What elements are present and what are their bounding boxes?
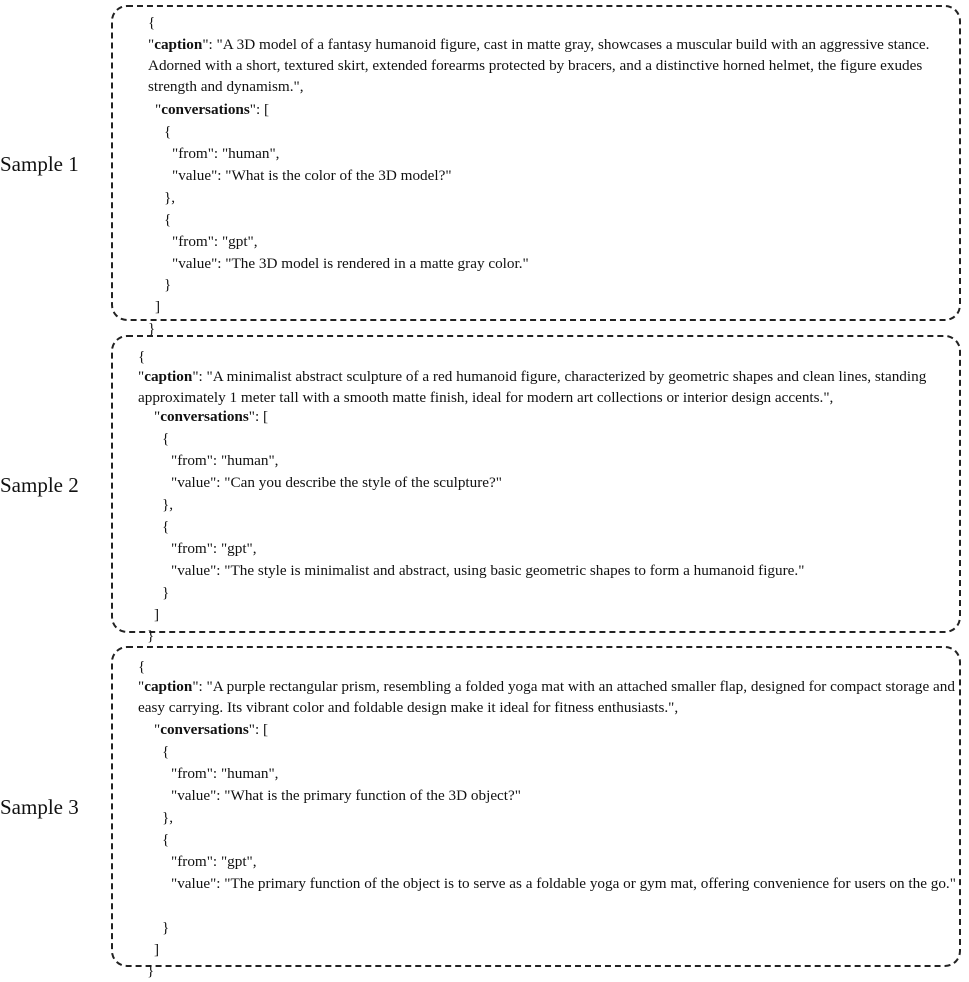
sample-1-json [148,13,968,337]
conversations-entry: "conversations": [ [154,408,269,425]
turn-from: "from": "human", [172,145,280,162]
conversations-close: ] [155,298,161,315]
sample-1 [0,0,969,337]
turn-close-brace: } [164,276,172,293]
caption-value: "A 3D model of a fantasy humanoid figure, cast in matte gray, showcases a muscular build with an aggressive stance. Adorned with a short, textured skirt, extended forearms protected by bracers, and a distinctive horned helmet, the figure exudes strength and dynamism.", [148,36,930,95]
turn-open-brace: { [162,430,170,447]
json-close-brace: } [148,320,156,337]
turn-from: "from": "gpt", [172,233,258,250]
turn-value: "value": "What is the primary function of the 3D object?" [171,787,521,804]
sample-3-json [138,657,963,979]
sample-3-label: Sample 3 [0,795,79,819]
caption-value: "A purple rectangular prism, resembling a folded yoga mat with an attached smaller flap, designed for compact storage and easy carrying. Its vibrant color and foldable design make it ideal for fitness enthusiasts.", [138,678,955,716]
caption-entry: "caption": "A purple rectangular prism, resembling a folded yoga mat with an attached smaller flap, designed for compact storage and easy carrying. Its vibrant color and foldable design make it ideal for fitness enthusiasts.", [138,678,955,716]
conversations-entry: "conversations": [ [155,101,270,118]
turn-from: "from": "gpt", [171,853,257,870]
conversations-key: conversations [160,408,249,425]
turn-from: "from": "gpt", [171,540,257,557]
turn-value: "value": "The primary function of the object is to serve as a foldable yoga or gym mat, offering convenience for users on the go." [171,875,956,892]
sample-3 [0,640,969,979]
sample-2-json [138,347,963,659]
turn-close-brace: }, [162,496,174,513]
turn-open-brace: { [162,743,170,760]
turn-close-brace: }, [162,809,174,826]
turn-value: "value": "The 3D model is rendered in a matte gray color." [172,255,529,272]
turn-close-brace: } [162,919,170,936]
json-open-brace: { [138,348,146,365]
turn-from: "from": "human", [171,452,279,469]
conversations-key: conversations [161,101,250,118]
turn-open-brace: { [162,831,170,848]
sample-2 [0,330,969,644]
conversations-key: conversations [160,721,249,738]
turn-value: "value": "The style is minimalist and abstract, using basic geometric shapes to form a humanoid figure." [171,562,805,579]
conversations-entry: "conversations": [ [154,721,269,738]
caption-entry: "caption": "A minimalist abstract sculpture of a red humanoid figure, characterized by geometric shapes and clean lines, standing approximately 1 meter tall with a smooth matte finish, ideal for modern art collections or interior design accents.", [138,368,927,406]
turn-open-brace: { [164,123,172,140]
turn-open-brace: { [164,211,172,228]
conversations-close: ] [154,606,160,623]
caption-key: caption [144,678,193,695]
turn-close-brace: } [162,584,170,601]
caption-key: caption [144,368,193,385]
turn-from: "from": "human", [171,765,279,782]
caption-value: "A minimalist abstract sculpture of a red humanoid figure, characterized by geometric shapes and clean lines, standing approximately 1 meter tall with a smooth matte finish, ideal for modern art collections or interior design accents.", [138,368,927,406]
json-close-brace: } [147,627,155,644]
sample-1-label: Sample 1 [0,152,79,176]
sample-2-label: Sample 2 [0,473,79,497]
json-open-brace: { [148,14,156,31]
turn-open-brace: { [162,518,170,535]
turn-value: "value": "Can you describe the style of the sculpture?" [171,474,502,491]
turn-close-brace: }, [164,189,176,206]
caption-key: caption [154,36,203,53]
turn-value: "value": "What is the color of the 3D model?" [172,167,452,184]
json-close-brace: } [147,962,155,979]
conversations-close: ] [154,941,160,958]
json-open-brace: { [138,658,146,675]
caption-entry: "caption": "A 3D model of a fantasy humanoid figure, cast in matte gray, showcases a muscular build with an aggressive stance. Adorned with a short, textured skirt, extended forearms protected by bracers, and a distinctive horned helmet, the figure exudes strength and dynamism.", [148,36,930,95]
